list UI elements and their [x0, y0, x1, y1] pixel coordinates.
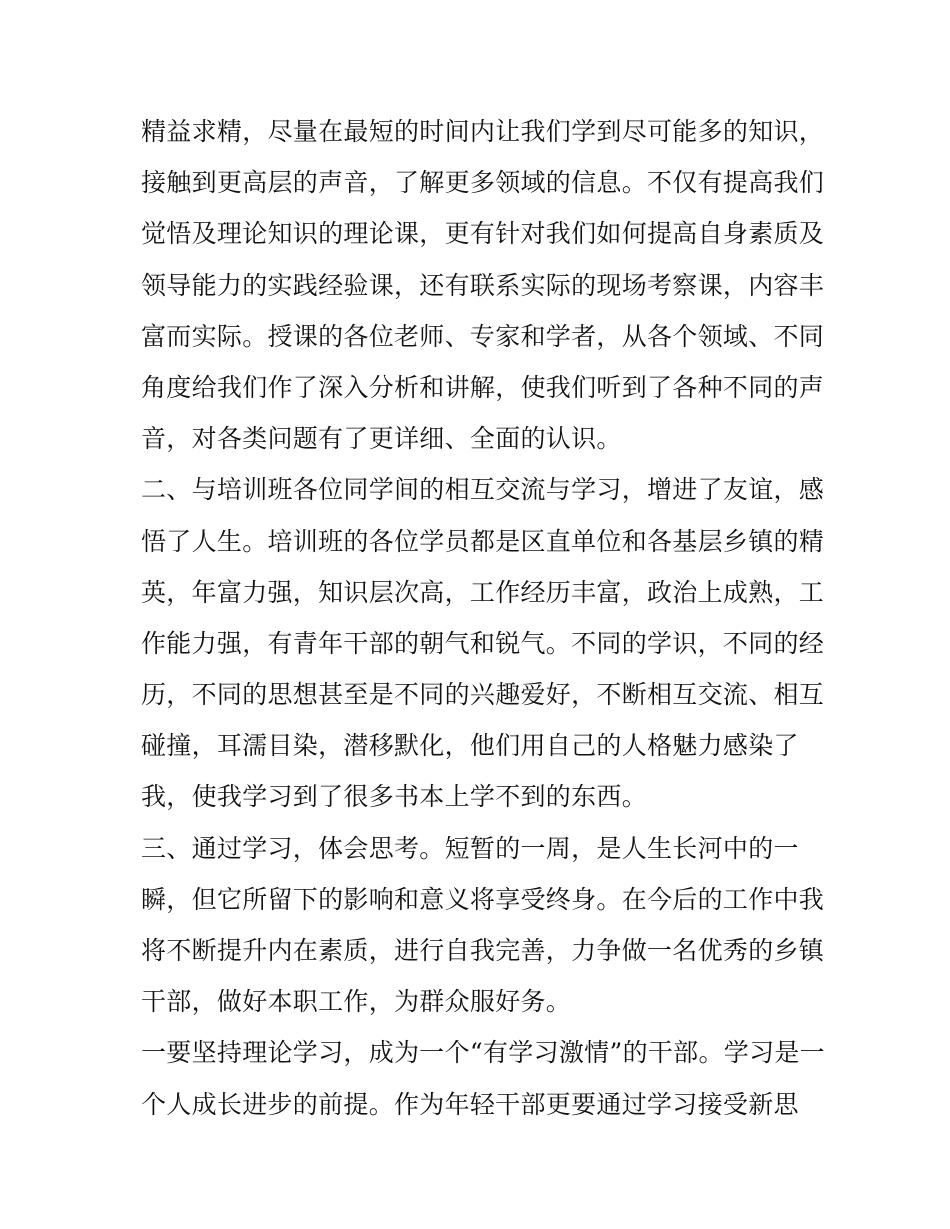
text-line: 二、与培训班各位同学间的相互交流与学习，增进了友谊，感	[141, 475, 825, 505]
text-line: 精益求精，尽量在最短的时间内让我们学到尽可能多的知识，	[141, 117, 825, 146]
text-line: 英，年富力强，知识层次高，工作经历丰富，政治上成熟，工	[141, 577, 825, 607]
text-line: 将不断提升内在素质，进行自我完善，力争做一名优秀的乡镇	[141, 936, 825, 965]
text-line: 碰撞，耳濡目染，潜移默化，他们用自己的人格魅力感染了	[141, 731, 799, 761]
text-line: 个人成长进步的前提。作为年轻干部更要通过学习接受新思	[141, 1089, 799, 1119]
text-line: 瞬，但它所留下的影响和意义将享受终身。在今后的工作中我	[141, 884, 825, 914]
document-body	[141, 106, 825, 1130]
text-line: 我，使我学习到了很多书本上学不到的东西。	[141, 782, 648, 812]
text-line: 富而实际。授课的各位老师、专家和学者，从各个领域、不同	[141, 321, 825, 351]
text-line: 领导能力的实践经验课，还有联系实际的现场考察课，内容丰	[141, 270, 825, 300]
text-line: 悟了人生。培训班的各位学员都是区直单位和各基层乡镇的精	[141, 526, 825, 556]
text-line: 接触到更高层的声音，了解更多领域的信息。不仅有提高我们	[141, 168, 825, 198]
text-line: 一要坚持理论学习，成为一个“有学习激情”的干部。学习是一	[141, 1038, 825, 1068]
text-line: 三、通过学习，体会思考。短暂的一周，是人生长河中的一	[141, 833, 799, 863]
text-line: 觉悟及理论知识的理论课，更有针对我们如何提高自身素质及	[141, 219, 825, 249]
text-line: 历，不同的思想甚至是不同的兴趣爱好，不断相互交流、相互	[141, 680, 825, 710]
text-line: 音，对各类问题有了更详细、全面的认识。	[141, 424, 622, 454]
text-line: 角度给我们作了深入分析和讲解，使我们听到了各种不同的声	[141, 372, 825, 402]
text-line: 作能力强，有青年干部的朝气和锐气。不同的学识，不同的经	[141, 628, 825, 658]
text-line: 干部，做好本职工作，为群众服好务。	[141, 987, 572, 1017]
